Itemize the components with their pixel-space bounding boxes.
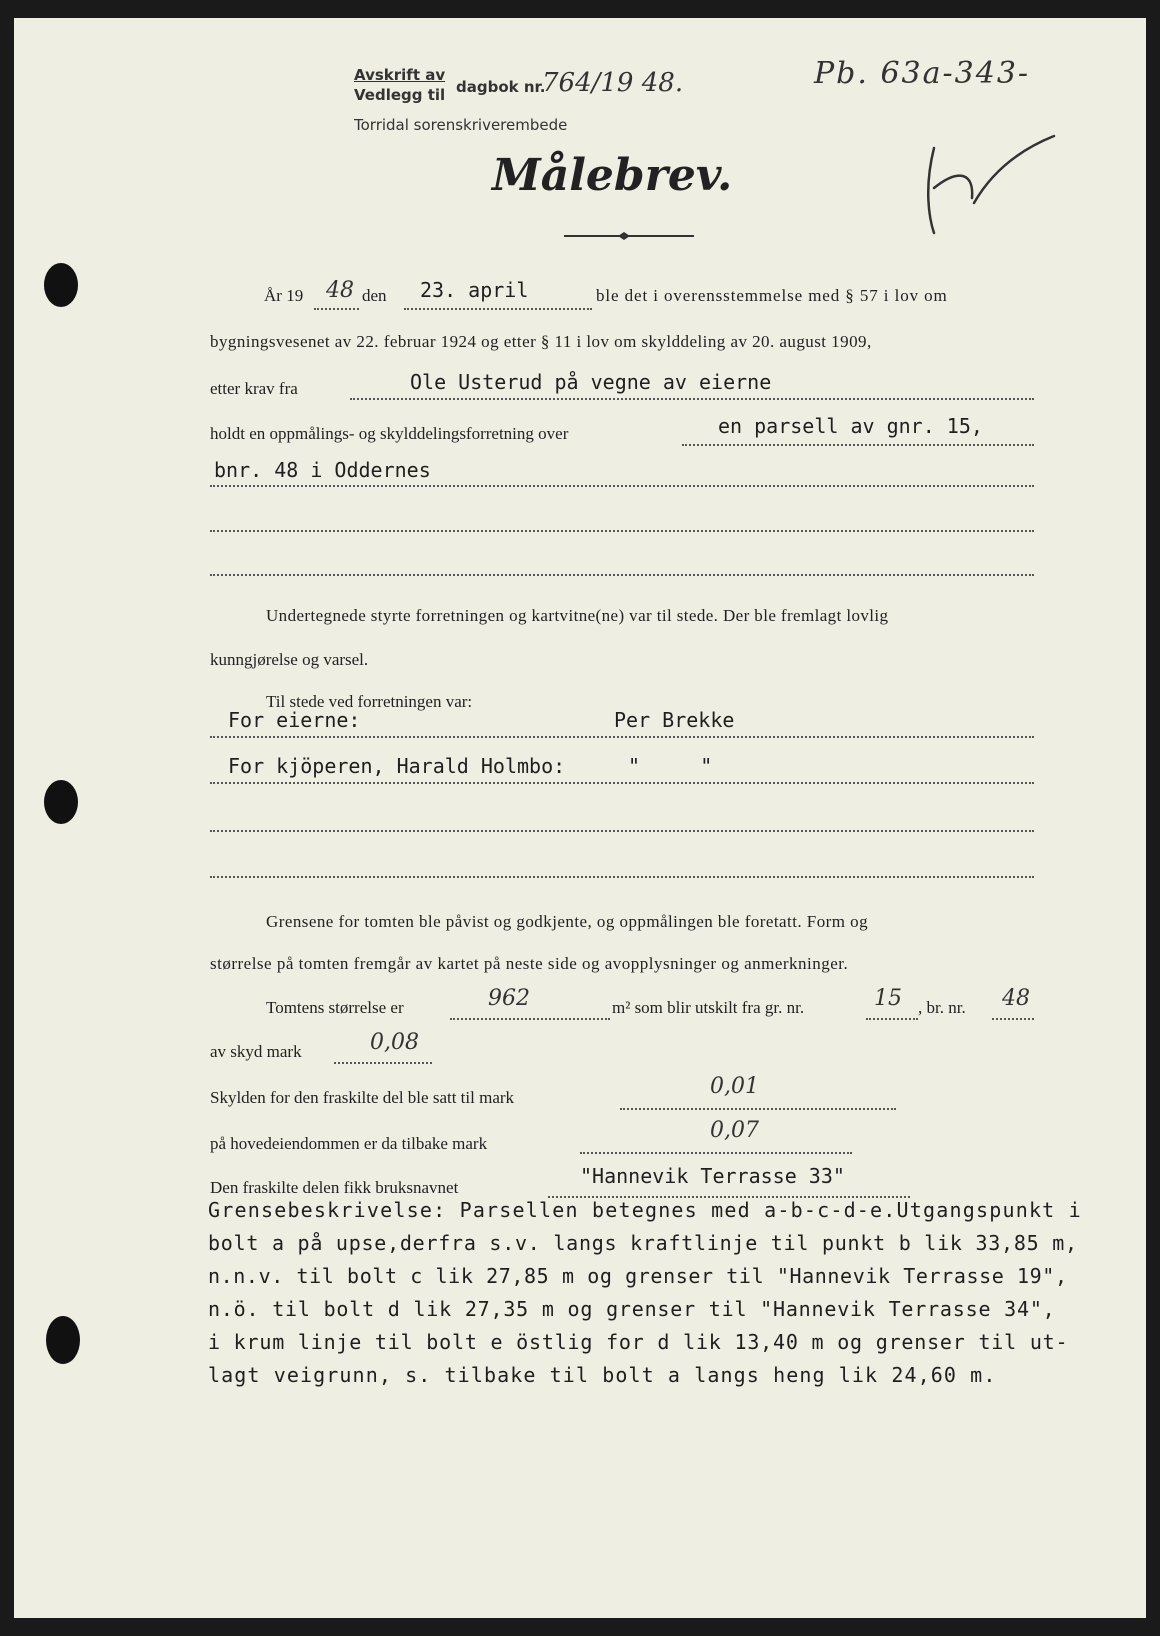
stamp-dagbok: dagbok nr. — [456, 78, 546, 96]
present-role-2: For kjöperen, Harald Holmbo: — [228, 754, 566, 778]
present-line-1 — [210, 736, 1034, 738]
present-name-1: Per Brekke — [614, 708, 735, 732]
para2-line1: Grensene for tomten ble påvist og godkjente, og oppmålingen ble foretatt. Form og — [266, 912, 869, 931]
bnr-value: bnr. 48 i Oddernes — [214, 458, 431, 482]
present-line-3 — [210, 830, 1034, 832]
page-title: Målebrev. — [492, 150, 733, 201]
hoved-line — [580, 1152, 852, 1154]
present-role-1: For eierne: — [228, 708, 361, 732]
gnr-line — [866, 1018, 918, 1020]
description-line-3: n.n.v. til bolt c lik 27,85 m og grenser til "Hannevik Terrasse 19", — [208, 1264, 1068, 1288]
punch-hole-bottom — [46, 1316, 80, 1364]
punch-hole-middle — [44, 780, 78, 824]
hoved-label: på hovedeiendommen er da tilbake mark — [210, 1134, 488, 1153]
description-line-5: i krum linje til bolt e östlig for d lik 13,40 m og grenser til ut- — [208, 1330, 1069, 1354]
blank-line-1 — [210, 485, 1034, 487]
description-line-6: lagt veigrunn, s. tilbake til bolt a langs heng lik 24,60 m. — [208, 1363, 997, 1387]
krav-label: etter krav fra — [210, 379, 298, 398]
skyld-value: 0,08 — [370, 1030, 419, 1055]
present-line-2 — [210, 782, 1034, 784]
forretning-value: en parsell av gnr. 15, — [718, 414, 983, 438]
forretning-label: holdt en oppmålings- og skylddelingsforretning over — [210, 424, 569, 443]
para1-line2: kunngjørelse og varsel. — [210, 650, 369, 669]
bnr-number: 48 — [1002, 986, 1030, 1011]
gnr-value: 15 — [874, 986, 902, 1011]
title-ornament — [564, 230, 694, 242]
dagbok-number: 764/19 48. — [542, 68, 684, 98]
bruksnavn-label: Den fraskilte delen fikk bruksnavnet — [210, 1178, 459, 1197]
archive-reference: Pb. 63a-343- — [814, 56, 1031, 91]
forretning-line — [682, 444, 1034, 446]
hoved-value: 0,07 — [710, 1118, 759, 1143]
date-value: 23. april — [420, 278, 529, 302]
present-line-4 — [210, 876, 1034, 878]
ar-label: År 19 — [264, 286, 304, 305]
year-line — [314, 308, 359, 310]
row2-text: bygningsvesenet av 22. februar 1924 og etter § 11 i lov om skylddeling av 20. august 1909, — [210, 332, 872, 351]
present-name-2: " " — [628, 754, 713, 778]
bruksnavn-value: "Hannevik Terrasse 33" — [580, 1164, 845, 1188]
blank-line-2 — [210, 530, 1034, 532]
fraskilt-line — [620, 1108, 896, 1110]
para2-line2: størrelse på tomten fremgår av kartet på neste side og avopplysninger og anmerkninger. — [210, 954, 849, 973]
present-label: Til stede ved forretningen var: — [266, 692, 473, 711]
punch-hole-top — [44, 263, 78, 307]
den-label: den — [362, 286, 387, 305]
skyld-line — [334, 1062, 432, 1064]
description-line-2: bolt a på upse,derfra s.v. langs kraftlinje til punkt b lik 33,85 m, — [208, 1231, 1078, 1255]
fraskilt-label: Skylden for den fraskilte del ble satt til mark — [210, 1088, 515, 1107]
size-value: 962 — [488, 986, 530, 1011]
date-line — [404, 308, 592, 310]
bnr-line — [992, 1018, 1034, 1020]
row1-text: ble det i overensstemmelse med § 57 i lov om — [596, 286, 948, 305]
stamp-line1: Avskrift av — [354, 66, 446, 84]
size-line — [450, 1018, 610, 1020]
blank-line-3 — [210, 574, 1034, 576]
description-line-1: Grensebeskrivelse: Parsellen betegnes med a-b-c-d-e.Utgangspunkt i — [208, 1198, 1082, 1222]
fraskilt-value: 0,01 — [710, 1074, 759, 1099]
year-value: 48 — [326, 278, 354, 303]
description-line-4: n.ö. til bolt d lik 27,35 m og grenser til "Hannevik Terrasse 34", — [208, 1297, 1056, 1321]
krav-value: Ole Usterud på vegne av eierne — [410, 370, 772, 394]
stamp-office: Torridal sorenskriverembede — [354, 116, 568, 134]
size-label: Tomtens størrelse er — [266, 998, 404, 1017]
bnr-label: , br. nr. — [918, 998, 966, 1017]
skyld-label: av skyd mark — [210, 1042, 302, 1061]
krav-line — [350, 398, 1034, 400]
stamp-line2: Vedlegg til — [354, 86, 446, 104]
signature-mark — [914, 128, 1074, 248]
para1-line1: Undertegnede styrte forretningen og kartvitne(ne) var til stede. Der ble fremlagt lovlig — [266, 606, 889, 625]
size-unit: m² som blir utskilt fra gr. nr. — [612, 998, 805, 1017]
document-page — [14, 18, 1146, 1618]
